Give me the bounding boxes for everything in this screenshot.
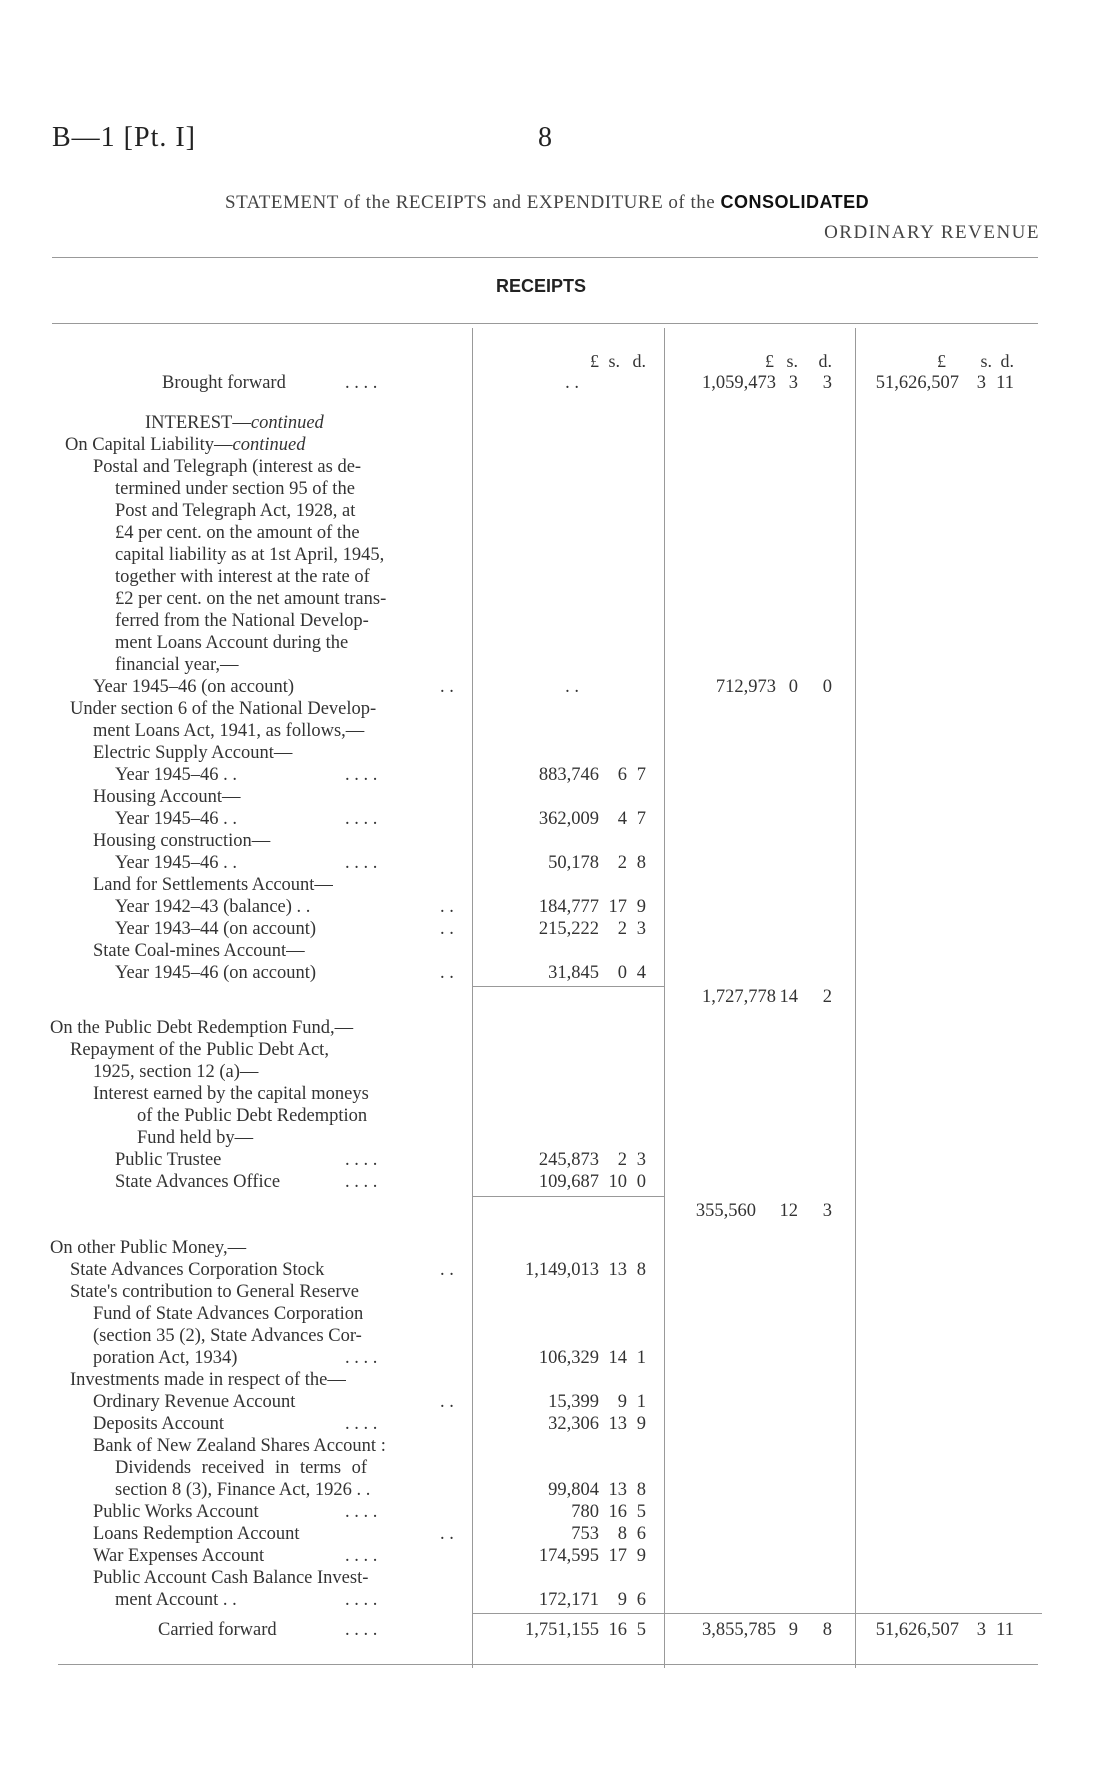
ordinary-label: Ordinary Revenue Account — [93, 1392, 296, 1412]
debt-line — [0, 1039, 1114, 1061]
footer-rule — [58, 1664, 1038, 1665]
c1-pence: 5 — [636, 1502, 646, 1522]
debt-line — [0, 1105, 1114, 1127]
leader-dots: . . . . — [345, 853, 378, 873]
postal-line — [0, 566, 1114, 588]
c2-pence: 3 — [822, 1201, 832, 1221]
ordinary-row — [0, 1391, 1114, 1413]
land-label-row — [0, 874, 1114, 896]
postal-line — [0, 610, 1114, 632]
postal-year-row — [0, 676, 1114, 698]
leader-dots: . . . . — [345, 1348, 378, 1368]
carried-forward-label: Carried forward — [158, 1620, 277, 1640]
postal-text: financial year,— — [115, 655, 239, 675]
document-reference: B—1 [Pt. I] — [52, 122, 196, 153]
c1-dots: . . — [565, 677, 579, 697]
postal-line — [0, 456, 1114, 478]
brought-forward-label: Brought forward — [162, 373, 286, 393]
investments-label-row — [0, 1369, 1114, 1391]
c1-shillings: 9 — [617, 1590, 627, 1610]
postal-line — [0, 588, 1114, 610]
c2-pence: 3 — [822, 373, 832, 393]
leader-dots: . . . . — [345, 1502, 378, 1522]
title-prefix: STATEMENT of the RECEIPTS and EXPENDITURE of the — [225, 192, 716, 213]
deposits-label: Deposits Account — [93, 1414, 225, 1434]
c1-pence: 9 — [636, 1546, 646, 1566]
leader-dots: . . . . — [345, 373, 378, 393]
c1-pounds: 753 — [571, 1524, 599, 1544]
leader-dots: . . . . — [345, 1150, 378, 1170]
c1-pounds: 32,306 — [548, 1414, 599, 1434]
interest-heading-italic: continued — [250, 413, 324, 433]
c1-pounds: 780 — [571, 1502, 599, 1522]
investments-label: Investments made in respect of the— — [70, 1370, 346, 1390]
coal-label: State Coal-mines Account— — [93, 941, 305, 961]
c3-pence: 11 — [996, 373, 1014, 393]
leader-dots: . . . . — [345, 1546, 378, 1566]
year-label: Year 1945–46 . . — [115, 853, 237, 873]
c1-pence: 3 — [636, 919, 646, 939]
header-rule — [52, 257, 1038, 258]
c1-shillings: 2 — [617, 1150, 627, 1170]
c1-pounds: 1,751,155 — [525, 1620, 599, 1640]
postal-text: together with interest at the rate of — [115, 567, 370, 587]
c1-shillings: 16 — [608, 1620, 627, 1640]
year-label: Year 1945–46 . . — [115, 809, 237, 829]
electric-year-row — [0, 764, 1114, 786]
c1-shillings: 9 — [617, 1392, 627, 1412]
loans-row — [0, 1523, 1114, 1545]
c1-pence: 1 — [636, 1392, 646, 1412]
c1-pence: 9 — [636, 1414, 646, 1434]
c1-pence: 6 — [636, 1524, 646, 1544]
subtotal-rule — [472, 1196, 664, 1197]
trustee-label: Public Trustee — [115, 1150, 222, 1170]
c1-pounds: 172,171 — [538, 1590, 599, 1610]
c1-pounds: 50,178 — [548, 853, 599, 873]
c2-shillings: 12 — [779, 1201, 798, 1221]
works-label: Public Works Account — [93, 1502, 259, 1522]
bank-text: Bank of New Zealand Shares Account : — [93, 1436, 386, 1456]
c1-dots: . . — [565, 373, 579, 393]
contribution-line — [0, 1303, 1114, 1325]
c1-shillings: 2 — [617, 919, 627, 939]
advances-row — [0, 1171, 1114, 1193]
bank-text: Dividends received in terms of — [115, 1458, 368, 1478]
postal-line — [0, 544, 1114, 566]
year-label: Year 1943–44 (on account) — [115, 919, 317, 939]
coal-year-row — [0, 962, 1114, 984]
leader-dots: . . . . — [345, 765, 378, 785]
electric-label-row — [0, 742, 1114, 764]
debt-text: On the Public Debt Redemption Fund,— — [50, 1018, 354, 1038]
c2-pounds: 712,973 — [715, 677, 776, 697]
c2-pence: 8 — [822, 1620, 832, 1640]
contribution-line — [0, 1281, 1114, 1303]
page-number: 8 — [538, 122, 552, 153]
subtotal-row — [0, 1200, 1114, 1222]
trustee-row — [0, 1149, 1114, 1171]
leader-dots: . . . . — [345, 1590, 378, 1610]
c2-shillings: 0 — [788, 677, 798, 697]
c2-pence: 0 — [822, 677, 832, 697]
c2-pounds: 355,560 — [695, 1201, 756, 1221]
carried-forward-rule — [472, 1613, 1042, 1614]
contribution-text: Fund of State Advances Corporation — [93, 1304, 364, 1324]
leader-dots: . . . . — [345, 1620, 378, 1640]
debt-line — [0, 1083, 1114, 1105]
postal-text: Postal and Telegraph (interest as de- — [93, 457, 362, 477]
c1-shillings: 10 — [608, 1172, 627, 1192]
housing-constr-label-row — [0, 830, 1114, 852]
postal-line — [0, 632, 1114, 654]
c1-pounds: 362,009 — [538, 809, 599, 829]
section6-text: Under section 6 of the National Develop- — [70, 699, 377, 719]
bank-label: section 8 (3), Finance Act, 1926 . . — [115, 1480, 371, 1500]
currency-header-row — [0, 350, 1114, 372]
advances-label: State Advances Office — [115, 1172, 281, 1192]
c3-shillings-head: s. — [980, 351, 992, 371]
leader-dots: . . — [440, 897, 454, 917]
c1-shillings: 4 — [617, 809, 627, 829]
statement-title-line2: ORDINARY REVENUE — [824, 222, 1040, 243]
carried-forward-row — [0, 1619, 1114, 1641]
capital-heading — [0, 434, 1114, 456]
war-label: War Expenses Account — [93, 1546, 265, 1566]
contribution-row — [0, 1347, 1114, 1369]
c1-shillings: 17 — [608, 897, 627, 917]
debt-text: of the Public Debt Redemption — [137, 1106, 368, 1126]
c3-shillings: 3 — [976, 1620, 986, 1640]
housing-year-row — [0, 808, 1114, 830]
c1-pounds: 31,845 — [548, 963, 599, 983]
bank-line — [0, 1435, 1114, 1457]
c1-pounds-head: £ — [590, 351, 599, 371]
section6-text: ment Loans Act, 1941, as follows,— — [93, 721, 365, 741]
debt-line — [0, 1127, 1114, 1149]
year-label: Year 1945–46 (on account) — [115, 963, 317, 983]
c2-pounds: 1,727,778 — [702, 987, 776, 1007]
postal-line — [0, 478, 1114, 500]
stock-label: State Advances Corporation Stock — [70, 1260, 325, 1280]
contribution-label: poration Act, 1934) — [93, 1348, 238, 1368]
title-bold: CONSOLIDATED — [720, 192, 870, 212]
interest-heading-main: INTEREST— — [145, 413, 251, 433]
section-heading: RECEIPTS — [496, 276, 587, 296]
c1-pence: 4 — [636, 963, 646, 983]
year-label: Year 1945–46 . . — [115, 765, 237, 785]
land-label: Land for Settlements Account— — [93, 875, 333, 895]
electric-label: Electric Supply Account— — [93, 743, 293, 763]
contribution-line — [0, 1325, 1114, 1347]
c2-shillings: 9 — [788, 1620, 798, 1640]
c1-pounds: 106,329 — [538, 1348, 599, 1368]
leader-dots: . . . . — [345, 1172, 378, 1192]
postal-text: £2 per cent. on the net amount trans- — [115, 589, 387, 609]
c2-shillings: 14 — [779, 987, 798, 1007]
leader-dots: . . — [440, 963, 454, 983]
deposits-row — [0, 1413, 1114, 1435]
year-label: Year 1942–43 (balance) . . — [115, 897, 311, 917]
leader-dots: . . — [440, 1392, 454, 1412]
c1-pence: 7 — [636, 765, 646, 785]
housing-constr-label: Housing construction— — [93, 831, 271, 851]
postal-line — [0, 500, 1114, 522]
debt-text: Fund held by— — [137, 1128, 254, 1148]
c1-pence: 0 — [636, 1172, 646, 1192]
c1-pence: 1 — [636, 1348, 646, 1368]
capital-heading-italic: continued — [232, 435, 306, 455]
section6-line — [0, 698, 1114, 720]
postal-text: capital liability as at 1st April, 1945, — [115, 545, 385, 565]
leader-dots: . . — [440, 1524, 454, 1544]
c2-pounds: 1,059,473 — [702, 373, 776, 393]
capital-heading-main: On Capital Liability— — [65, 435, 233, 455]
c3-pounds-head: £ — [937, 351, 946, 371]
leader-dots: . . . . — [345, 1414, 378, 1434]
subtotal-row — [0, 986, 1114, 1008]
c3-shillings: 3 — [976, 373, 986, 393]
housing-label-row — [0, 786, 1114, 808]
land-year2-row — [0, 918, 1114, 940]
contribution-text: (section 35 (2), State Advances Cor- — [93, 1326, 362, 1346]
c1-shillings: 0 — [617, 963, 627, 983]
c1-pounds: 174,595 — [538, 1546, 599, 1566]
table-top-rule — [52, 323, 1038, 324]
debt-line — [0, 1061, 1114, 1083]
c1-pence: 9 — [636, 897, 646, 917]
c3-pounds: 51,626,507 — [875, 1620, 959, 1640]
c3-pence: 11 — [996, 1620, 1014, 1640]
brought-forward-row — [0, 372, 1114, 394]
c2-pence-head: d. — [818, 351, 832, 371]
stock-row — [0, 1259, 1114, 1281]
c1-pence: 8 — [636, 853, 646, 873]
cash-text: Public Account Cash Balance Invest- — [93, 1568, 369, 1588]
statement-title-line1 — [225, 192, 869, 214]
housing-constr-year-row — [0, 852, 1114, 874]
c1-pence: 3 — [636, 1150, 646, 1170]
c1-pence-head: d. — [632, 351, 646, 371]
c1-pence: 5 — [636, 1620, 646, 1640]
bank-row — [0, 1479, 1114, 1501]
coal-label-row — [0, 940, 1114, 962]
bank-line — [0, 1457, 1114, 1479]
c1-shillings: 14 — [608, 1348, 627, 1368]
housing-label: Housing Account— — [93, 787, 241, 807]
postal-text: ferred from the National Develop- — [115, 611, 369, 631]
c1-pounds: 1,149,013 — [525, 1260, 599, 1280]
postal-year-label: Year 1945–46 (on account) — [93, 677, 295, 697]
c1-shillings: 13 — [608, 1414, 627, 1434]
c1-shillings: 8 — [617, 1524, 627, 1544]
debt-text: 1925, section 12 (a)— — [93, 1062, 259, 1082]
c1-pounds: 184,777 — [538, 897, 599, 917]
c1-pounds: 15,399 — [548, 1392, 599, 1412]
leader-dots: . . — [440, 919, 454, 939]
works-row — [0, 1501, 1114, 1523]
postal-text: termined under section 95 of the — [115, 479, 355, 499]
c3-pence-head: d. — [1000, 351, 1014, 371]
c2-shillings-head: s. — [786, 351, 798, 371]
c1-shillings: 6 — [617, 765, 627, 785]
c3-pounds: 51,626,507 — [875, 373, 959, 393]
c1-shillings: 17 — [608, 1546, 627, 1566]
c1-pence: 8 — [636, 1480, 646, 1500]
c1-pounds: 245,873 — [538, 1150, 599, 1170]
c2-pounds: 3,855,785 — [702, 1620, 776, 1640]
c2-pence: 2 — [822, 987, 832, 1007]
c1-pounds: 215,222 — [538, 919, 599, 939]
section6-line — [0, 720, 1114, 742]
postal-line — [0, 654, 1114, 676]
leader-dots: . . — [440, 677, 454, 697]
loans-label: Loans Redemption Account — [93, 1524, 300, 1544]
c1-pounds: 883,746 — [538, 765, 599, 785]
postal-text: Post and Telegraph Act, 1928, at — [115, 501, 356, 521]
cash-label: ment Account . . — [115, 1590, 237, 1610]
c1-pence: 7 — [636, 809, 646, 829]
c1-shillings: 16 — [608, 1502, 627, 1522]
cash-row — [0, 1589, 1114, 1611]
c1-shillings-head: s. — [608, 351, 620, 371]
contribution-text: State's contribution to General Reserve — [70, 1282, 359, 1302]
debt-text: Interest earned by the capital moneys — [93, 1084, 369, 1104]
debt-text: Repayment of the Public Debt Act, — [70, 1040, 329, 1060]
c1-pence: 8 — [636, 1260, 646, 1280]
cash-line — [0, 1567, 1114, 1589]
postal-text: ment Loans Account during the — [115, 633, 349, 653]
c2-shillings: 3 — [788, 373, 798, 393]
c1-shillings: 13 — [608, 1480, 627, 1500]
land-year1-row — [0, 896, 1114, 918]
c1-shillings: 13 — [608, 1260, 627, 1280]
c2-pounds-head: £ — [765, 351, 774, 371]
postal-text: £4 per cent. on the amount of the — [115, 523, 360, 543]
c1-pence: 6 — [636, 1590, 646, 1610]
war-row — [0, 1545, 1114, 1567]
c1-shillings: 2 — [617, 853, 627, 873]
other-heading: On other Public Money,— — [50, 1238, 247, 1258]
c1-pounds: 109,687 — [538, 1172, 599, 1192]
interest-heading — [0, 412, 1114, 434]
postal-line — [0, 522, 1114, 544]
other-heading-row — [0, 1237, 1114, 1259]
c1-pounds: 99,804 — [548, 1480, 599, 1500]
leader-dots: . . — [440, 1260, 454, 1280]
debt-line — [0, 1017, 1114, 1039]
leader-dots: . . . . — [345, 809, 378, 829]
